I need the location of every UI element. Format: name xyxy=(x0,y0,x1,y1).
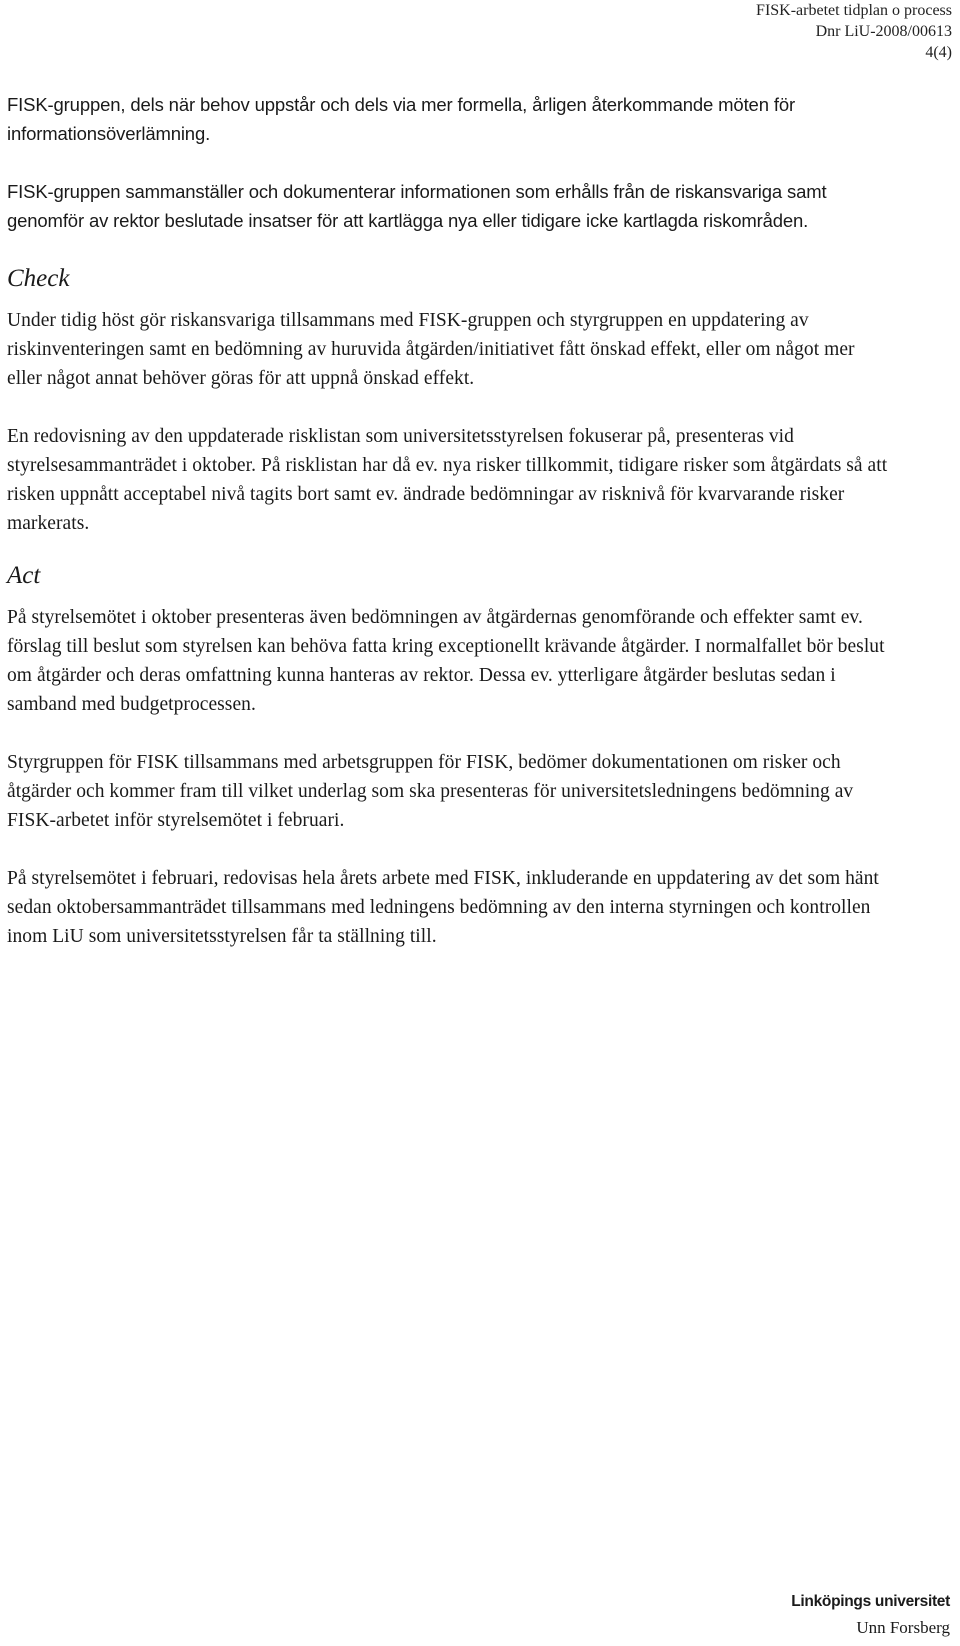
page-number: 4(4) xyxy=(925,44,952,61)
body-paragraph: En redovisning av den uppdaterade risklistan som universitetsstyrelsen fokuserar på, presenteras vid styrelsesammanträdet i oktober. På risklistan har då ev. nya risker tillkommit, tidigare risker som åtgärdats så att risken uppnått acceptabel nivå tagits bort samt ev. ändrade bedömningar av risknivå för kvarvarande risker markerats. xyxy=(7,426,888,534)
body-paragraph: Styrgruppen för FISK tillsammans med arbetsgruppen för FISK, bedömer dokumentationen om risker och åtgärder och kommer fram till vilket underlag som ska presenteras för universitetsledningens bedömning av FISK-arbetet inför styrelsemötet i februari. xyxy=(7,752,854,831)
document-body xyxy=(7,90,892,951)
university-logo: Linköpings universitet xyxy=(791,1593,950,1610)
body-paragraph: FISK-gruppen sammanställer och dokumenterar informationen som erhålls från de riskansvariga samt genomför av rektor beslutade insatser för att kartlägga nya eller tidigare icke kartlagda riskområden. xyxy=(7,181,827,231)
page-footer xyxy=(791,1592,950,1640)
page-header xyxy=(756,0,952,63)
document-title: FISK-arbetet tidplan o process xyxy=(756,2,952,19)
body-paragraph: FISK-gruppen, dels när behov uppstår och dels via mer formella, årligen återkommande möten för informationsöverlämning. xyxy=(7,94,795,144)
document-reference-number: Dnr LiU-2008/00613 xyxy=(815,23,952,40)
body-paragraph: På styrelsemötet i februari, redovisas hela årets arbete med FISK, inkluderande en uppdatering av det som hänt sedan oktobersammanträdet tillsammans med ledningens bedömning av den interna styrningen och kontrollen inom LiU som universitetsstyrelsen får ta ställning till. xyxy=(7,868,879,947)
author-name: Unn Forsberg xyxy=(856,1618,950,1637)
body-paragraph: På styrelsemötet i oktober presenteras även bedömningen av åtgärdernas genomförande och effekter samt ev. förslag till beslut som styrelsen kan behöva fatta kring exceptionellt krävande åtgärder. I normalfallet bör beslut om åtgärder och deras omfattning kunna hanteras av rektor. Dessa ev. ytterligare åtgärder beslutas sedan i samband med budgetprocessen. xyxy=(7,607,885,715)
body-paragraph: Under tidig höst gör riskansvariga tillsammans med FISK-gruppen och styrgruppen en uppdatering av riskinventeringen samt en bedömning av huruvida åtgärden/initiativet fått önskad effekt, eller om något mer eller något annat behöver göras för att uppnå önskad effekt. xyxy=(7,310,855,389)
section-heading-check: Check xyxy=(7,265,70,292)
section-heading-act: Act xyxy=(7,562,41,589)
